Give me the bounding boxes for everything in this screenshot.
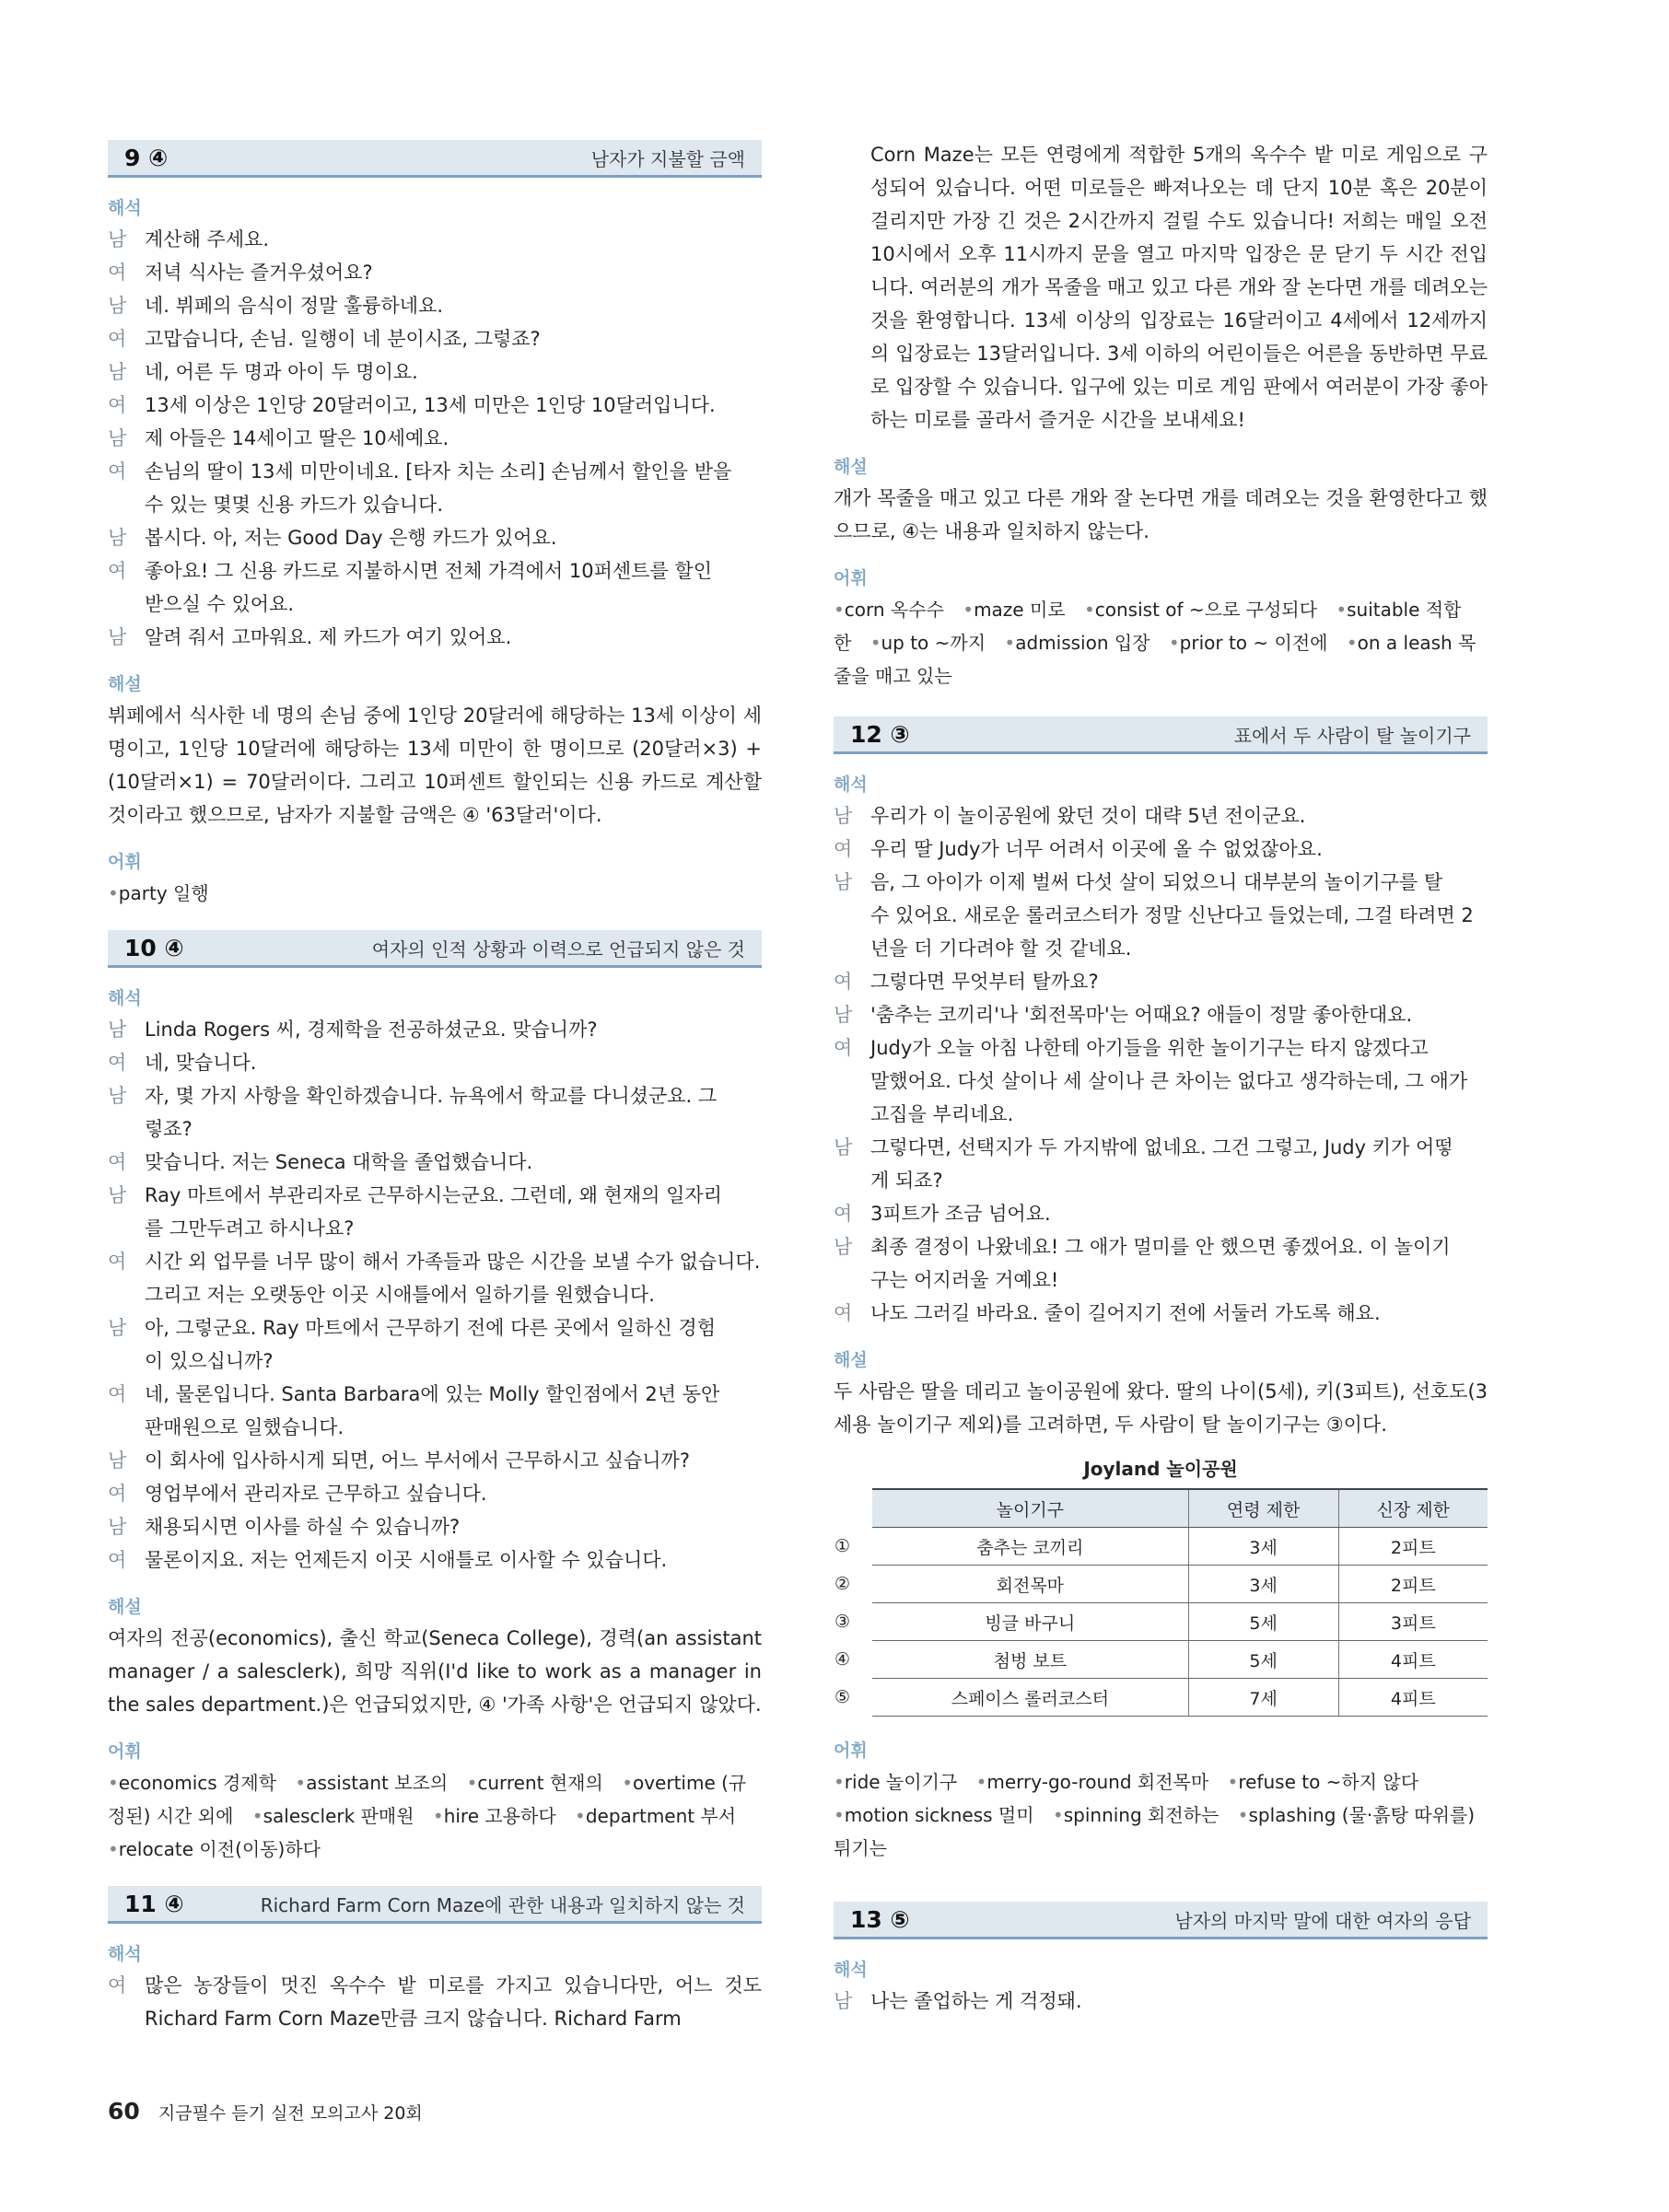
dialogue-continuation: 를 그만두려고 하시나요? [145,1217,355,1240]
dialogue-text: 계산해 주세요. [145,228,270,250]
speaker-label: 여 [108,1483,127,1505]
ride-table-header-age: 연령 제한 [1188,1489,1338,1528]
q10-vocab-label: 어휘 [108,1741,142,1762]
speaker-label: 여 [108,1151,127,1173]
dialogue-continuation: 렇죠? [145,1118,193,1140]
speaker-label: 남 [108,295,127,317]
dialogue-line [108,1046,762,1079]
speaker-label: 여 [108,394,127,416]
dialogue-text: 음, 그 아이가 이제 벌써 다섯 살이 되었으니 대부분의 놀이기구를 탈 [870,871,1443,893]
vocab-item: • current 현재의 [467,1772,603,1794]
vocab-item: • assistant 보조의 [295,1772,448,1794]
q11-number: 11 ④ [124,1890,184,1917]
speaker-label: 남 [834,1136,853,1158]
dialogue-line [108,1245,762,1278]
dialogue-text: 3피트가 조금 넘어요. [870,1203,1051,1225]
dialogue-text: 시간 외 업무를 너무 많이 해서 가족들과 많은 시간을 보낼 수가 없습니다. [145,1251,761,1273]
dialogue-text: 맞습니다. 저는 Seneca 대학을 졸업했습니다. [145,1151,533,1173]
dialogue-text: 고맙습니다, 손님. 일행이 네 분이시죠, 그렇죠? [145,328,541,350]
q11-header [108,1886,762,1924]
q11-explain-label: 해설 [834,457,868,477]
dialogue-continuation: 수 있는 몇몇 신용 카드가 있습니다. [145,494,444,516]
dialogue-line [108,521,762,554]
q11-topic: Richard Farm Corn Maze에 관한 내용과 일치하지 않는 것 [260,1893,745,1916]
q11-script-left: 많은 농장들이 멋진 옥수수 밭 미로를 가지고 있습니다만, 어느 것도 Richard Farm Corn Maze만큼 크지 않습니다. Richard Farm [145,1974,762,2030]
q11-speaker: 여 [108,1974,127,1997]
q12-vocab-label: 어휘 [834,1740,868,1761]
dialogue-line [834,1985,1488,2018]
dialogue-line [834,965,1488,998]
q9-dialogue [108,223,762,654]
dialogue-text: 제 아들은 14세이고 딸은 10세예요. [145,427,449,449]
dialogue-text: 영업부에서 관리자로 근무하고 싶습니다. [145,1483,487,1505]
book-title: 지금필수 듣기 실전 모의고사 20회 [158,2103,423,2124]
q12-explain: 두 사람은 딸을 데리고 놀이공원에 왔다. 딸의 나이(5세), 키(3피트), 선호도(3세용 놀이기구 제외)를 고려하면, 두 사람이 탈 놀이기구는 ③이다. [834,1380,1488,1436]
speaker-label: 남 [108,1085,127,1107]
table-row: ② 회전목마 3세 2피트 [834,1566,1488,1603]
dialogue-line [834,998,1488,1031]
dialogue-line [108,1543,762,1577]
vocab-item: • merry-go-round 회전목마 [976,1771,1209,1793]
dialogue-line [834,799,1488,832]
dialogue-text: 네, 맞습니다. [145,1052,257,1074]
q12-vocab [834,1765,1488,1865]
vocab-item: • corn 옥수수 [834,599,944,621]
q10-topic: 여자의 인적 상황과 이력으로 언급되지 않은 것 [371,937,745,960]
speaker-label: 여 [108,328,127,350]
dialogue-text: 우리 딸 Judy가 너무 어려서 이곳에 올 수 없었잖아요. [870,838,1323,860]
ride-table-header-height: 신장 제한 [1338,1489,1488,1528]
q10-header [108,930,762,968]
dialogue-continuation: 말했어요. 다섯 살이나 세 살이나 큰 차이는 없다고 생각하는데, 그 애가 고집을 부리네요. [870,1070,1468,1125]
vocab-item: • maze 미로 [963,599,1065,621]
dialogue-continuation: 판매원으로 일했습니다. [145,1416,344,1438]
dialogue-line [834,1197,1488,1230]
speaker-label: 여 [834,971,853,993]
dialogue-continuation: 구는 어지러울 거예요! [870,1269,1059,1291]
speaker-label: 남 [108,1019,127,1041]
q9-vocab-label: 어휘 [108,852,142,872]
vocab-item: • party 일행 [108,882,209,904]
dialogue-line [108,1477,762,1510]
q12-number: 12 ③ [850,720,910,748]
speaker-label: 여 [108,560,127,582]
dialogue-text: Linda Rogers 씨, 경제학을 전공하셨군요. 맞습니까? [145,1019,598,1041]
ride-table-header-ride: 놀이기구 [872,1489,1188,1528]
table-row: ④ 첨벙 보트 5세 4피트 [834,1641,1488,1679]
speaker-label: 남 [108,626,127,648]
speaker-label: 남 [108,527,127,549]
dialogue-line [108,355,762,389]
ride-table-title: Joyland 놀이공원 [1083,1458,1238,1480]
dialogue-text: 봅시다. 아, 저는 Good Day 은행 카드가 있어요. [145,527,557,549]
q13-script-label: 해석 [834,1960,868,1980]
vocab-item: • up to ~까지 [870,632,986,654]
vocab-item: • refuse to ~하지 않다 [1228,1771,1419,1793]
q9-script-label: 해석 [108,198,142,218]
dialogue-text: Ray 마트에서 부관리자로 근무하시는군요. 그런데, 왜 현재의 일자리 [145,1184,722,1206]
dialogue-text: 최종 결정이 나왔네요! 그 애가 멀미를 안 했으면 좋겠어요. 이 놀이기 [870,1236,1451,1258]
vocab-item: • department 부서 [575,1805,736,1827]
speaker-label: 여 [834,838,853,860]
dialogue-text: 나도 그러길 바라요. 줄이 길어지기 전에 서둘러 가도록 해요. [870,1302,1381,1324]
speaker-label: 여 [834,1037,853,1059]
q11-script-label: 해석 [108,1944,142,1964]
q12-dialogue [834,799,1488,1330]
vocab-item: • relocate 이전(이동)하다 [108,1838,321,1860]
dialogue-continuation: 게 되죠? [870,1170,943,1192]
vocab-item: • hire 고용하다 [433,1805,556,1827]
speaker-label: 남 [834,871,853,893]
vocab-item: • consist of ~으로 구성되다 [1084,599,1317,621]
q10-number: 10 ④ [124,934,184,961]
dialogue-text: 네, 물론입니다. Santa Barbara에 있는 Molly 할인점에서 2년 동안 [145,1383,720,1405]
vocab-item: • ride 놀이기구 [834,1771,957,1793]
dialogue-text: Judy가 오늘 아침 나한테 아기들을 위한 놀이기구는 타지 않겠다고 [870,1037,1429,1059]
vocab-item: • motion sickness 멀미 [834,1804,1034,1826]
speaker-label: 남 [834,1990,853,2012]
vocab-item: • admission 입장 [1004,632,1150,654]
speaker-label: 여 [108,1383,127,1405]
dialogue-line [834,1131,1488,1164]
speaker-label: 남 [834,1236,853,1258]
q9-vocab [108,877,762,910]
q9-header [108,140,762,178]
dialogue-line [834,1297,1488,1330]
dialogue-line [108,1013,762,1046]
q12-explain-label: 해설 [834,1350,868,1370]
dialogue-continuation: 받으실 수 있어요. [145,593,295,615]
vocab-item: • prior to ~ 이전에 [1169,632,1328,654]
vocab-item: • splashing (물·흙탕 따위를) 튀기는 [834,1804,1475,1859]
dialogue-text: 손님의 딸이 13세 미만이네요. [타자 치는 소리] 손님께서 할인을 받을 [145,460,732,483]
q11-vocab-label: 어휘 [834,568,868,588]
q12-topic: 표에서 두 사람이 탈 놀이기구 [1233,724,1471,747]
dialogue-line [834,1230,1488,1263]
q10-vocab [108,1766,762,1866]
dialogue-continuation: 수 있어요. 새로운 롤러코스터가 정말 신난다고 들었는데, 그걸 타려면 2년을 더 기다려야 할 것 같네요. [870,904,1474,960]
speaker-label: 여 [108,262,127,284]
vocab-item: • salesclerk 판매원 [252,1805,414,1827]
q12-script-label: 해석 [834,774,868,795]
q9-explain-label: 해설 [108,674,142,694]
dialogue-continuation: 그리고 저는 오랫동안 이곳 시애틀에서 일하기를 원했습니다. [145,1284,655,1306]
dialogue-text: 아, 그렇군요. Ray 마트에서 근무하기 전에 다른 곳에서 일하신 경험 [145,1317,717,1339]
dialogue-line [108,1311,762,1345]
q11-script-continued: Corn Maze는 모든 연령에게 적합한 5개의 옥수수 밭 미로 게임으로 구성되어 있습니다. 어떤 미로들은 빠져나오는 데 단지 10분 혹은 20분이 걸리지만 가장 긴 것은 2시간까지 걸릴 수도 있습니다! 저희는 매일 오전 10시에서 오후 11시까지 문을 열고 마지막 입장은 문 닫기 두 시간 전입니다. 여러분의 개가 목줄을 매고 있고 다른 개와 잘 논다면 개를 데려오는 것을 환영합니다. 13세 이상의 입장료는 16달러이고 4세에서 12세까지의 입장료는 13달러입니다. 3세 이하의 어린이들은 어른을 동반하면 무료로 입장할 수 있습니다. 입구에 있는 미로 게임 판에서 여러분이 가장 좋아하는 미로를 골라서 즐거운 시간을 보내세요! [870,144,1488,431]
dialogue-text: 좋아요! 그 신용 카드로 지불하시면 전체 가격에서 10퍼센트를 할인 [145,560,712,582]
dialogue-line [108,1146,762,1179]
dialogue-line [108,389,762,422]
table-row: ⑤ 스페이스 롤러코스터 7세 4피트 [834,1679,1488,1717]
speaker-label: 여 [834,1203,853,1225]
q10-dialogue [108,1013,762,1577]
dialogue-line [108,621,762,654]
dialogue-text: 13세 이상은 1인당 20달러이고, 13세 미만은 1인당 10달러입니다. [145,394,716,416]
dialogue-line [108,422,762,455]
table-row: ③ 빙글 바구니 5세 3피트 [834,1603,1488,1641]
q9-topic: 남자가 지불할 금액 [590,147,745,170]
left-column [108,140,762,2035]
page-number: 60 [108,2098,140,2125]
speaker-label: 남 [108,361,127,383]
q9-explain: 뷔페에서 식사한 네 명의 손님 중에 1인당 20달러에 해당하는 13세 이상이 세 명이고, 1인당 10달러에 해당하는 13세 미만이 한 명이므로 (20달러×3) + (10달러×1) = 70달러이다. 그리고 10퍼센트 할인되는 신용 카드로 계산할 것이라고 했으므로, 남자가 지불할 금액은 ④ '63달러'이다. [108,704,762,826]
dialogue-line [108,1444,762,1477]
dialogue-text: 네. 뷔페의 음식이 정말 훌륭하네요. [145,295,444,317]
dialogue-text: 그렇다면 무엇부터 탈까요? [870,971,1099,993]
right-column [834,138,1488,2018]
q13-dialogue [834,1985,1488,2018]
dialogue-line [108,322,762,355]
dialogue-text: 그렇다면, 선택지가 두 가지밖에 없네요. 그건 그렇고, Judy 키가 어떻 [870,1136,1453,1158]
ride-table [834,1488,1488,1717]
speaker-label: 남 [108,1516,127,1538]
dialogue-line [108,223,762,256]
speaker-label: 남 [108,228,127,250]
dialogue-line [834,1031,1488,1065]
dialogue-text: 알려 줘서 고마워요. 제 카드가 여기 있어요. [145,626,512,648]
vocab-item: • spinning 회전하는 [1053,1804,1219,1826]
q13-number: 13 ⑤ [850,1905,910,1933]
table-row: ① 춤추는 코끼리 3세 2피트 [834,1528,1488,1566]
q10-explain: 여자의 전공(economics), 출신 학교(Seneca College), 경력(an assistant manager / a salesclerk), 희망 직위(I'd like to work as a manager in the sales department.)은 언급되었지만, ④ '가족 사항'은 언급되지 않았다. [108,1627,762,1716]
speaker-label: 남 [834,805,853,827]
dialogue-text: 이 회사에 입사하시게 되면, 어느 부서에서 근무하시고 싶습니까? [145,1449,690,1472]
speaker-label: 여 [108,1052,127,1074]
page-footer [108,2098,423,2125]
speaker-label: 여 [108,1251,127,1273]
dialogue-line [108,1179,762,1212]
speaker-label: 남 [108,427,127,449]
dialogue-text: 물론이지요. 저는 언제든지 이곳 시애틀로 이사할 수 있습니다. [145,1549,668,1571]
dialogue-line [108,455,762,488]
dialogue-line [108,1079,762,1112]
q13-topic: 남자의 마지막 말에 대한 여자의 응답 [1174,1909,1471,1932]
q11-script-start [108,1969,762,2035]
dialogue-line [108,289,762,322]
dialogue-text: 나는 졸업하는 게 걱정돼. [870,1990,1082,2012]
speaker-label: 여 [834,1302,853,1324]
dialogue-text: 저녁 식사는 즐거우셨어요? [145,262,373,284]
q12-header [834,716,1488,754]
speaker-label: 남 [108,1449,127,1472]
q9-number: 9 ④ [124,144,169,171]
dialogue-text: 채용되시면 이사를 하실 수 있습니까? [145,1516,461,1538]
vocab-item: • overtime (규정된) 시간 외에 [108,1772,746,1827]
speaker-label: 여 [108,460,127,483]
q10-explain-label: 해설 [108,1597,142,1617]
dialogue-line [108,1378,762,1411]
dialogue-line [834,866,1488,899]
dialogue-text: 우리가 이 놀이공원에 왔던 것이 대략 5년 전이군요. [870,805,1306,827]
q11-explain: 개가 목줄을 매고 있고 다른 개와 잘 논다면 개를 데려오는 것을 환영한다고 했으므로, ④는 내용과 일치하지 않는다. [834,487,1488,542]
dialogue-text: '춤추는 코끼리'나 '회전목마'는 어때요? 애들이 정말 좋아한대요. [870,1004,1413,1026]
q11-vocab [834,593,1488,693]
q13-header [834,1902,1488,1939]
dialogue-line [108,554,762,588]
dialogue-line [834,832,1488,866]
speaker-label: 남 [108,1184,127,1206]
dialogue-line [108,256,762,289]
speaker-label: 남 [108,1317,127,1339]
vocab-item: • economics 경제학 [108,1772,276,1794]
speaker-label: 남 [834,1004,853,1026]
dialogue-line [108,1510,762,1543]
speaker-label: 여 [108,1549,127,1571]
dialogue-text: 네, 어른 두 명과 아이 두 명이요. [145,361,418,383]
dialogue-continuation: 이 있으십니까? [145,1350,274,1372]
vocab-item: • suitable 적합한 [834,599,1461,654]
vocab-item: • on a leash 목줄을 매고 있는 [834,632,1476,687]
q10-script-label: 해석 [108,988,142,1008]
dialogue-text: 자, 몇 가지 사항을 확인하겠습니다. 뉴욕에서 학교를 다니셨군요. 그 [145,1085,718,1107]
